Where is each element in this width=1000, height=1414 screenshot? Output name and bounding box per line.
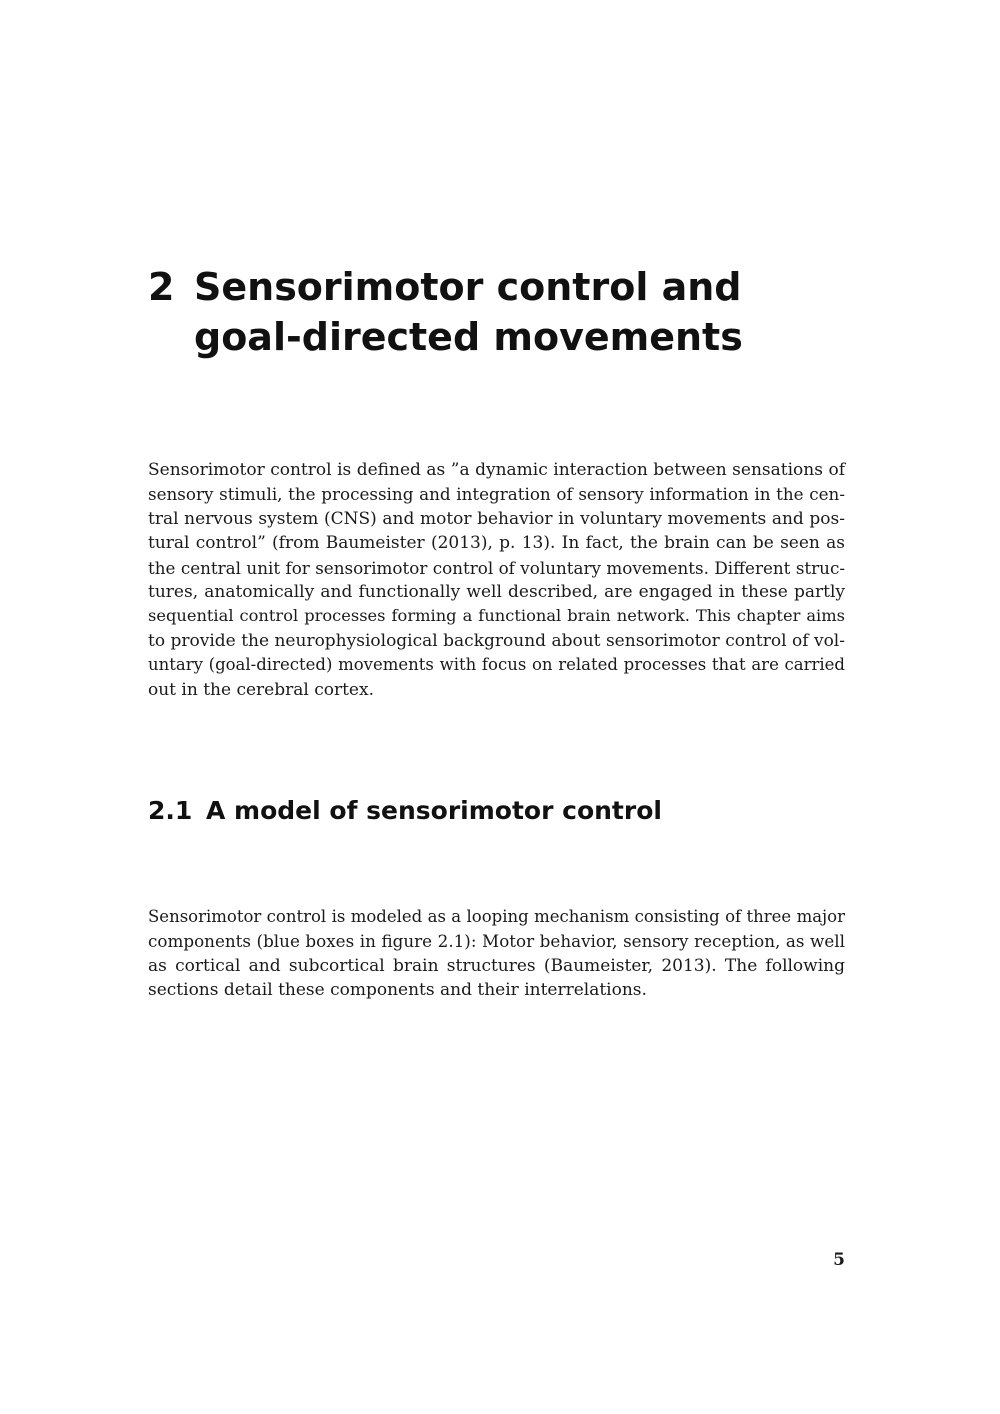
- page-number: 5: [833, 1250, 845, 1270]
- paragraph-line: sensory stimuli, the processing and integration of sensory information in the cen-: [148, 484, 845, 505]
- chapter-heading: [148, 262, 848, 362]
- paragraph-line: tures, anatomically and functionally well described, are engaged in these partly: [148, 582, 845, 603]
- paragraph-line: sequential control processes forming a functional brain network. This chapter aims: [148, 606, 845, 626]
- chapter-title: [194, 262, 848, 362]
- paragraph-line: components (blue boxes in figure 2.1): Motor behavior, sensory reception, as well: [148, 931, 845, 952]
- paragraph-line: tural control” (from Baumeister (2013), p. 13). In fact, the brain can be seen as: [148, 533, 845, 554]
- paragraph-line: as cortical and subcortical brain structures (Baumeister, 2013). The following: [148, 955, 845, 976]
- intro-paragraph: [148, 458, 845, 702]
- paragraph-line: tral nervous system (CNS) and motor behavior in voluntary movements and pos-: [148, 508, 845, 529]
- chapter-number: 2: [148, 265, 175, 309]
- section-heading: [148, 793, 848, 829]
- paragraph-line: Sensorimotor control is modeled as a looping mechanism consisting of three major: [148, 907, 845, 926]
- paragraph-line: Sensorimotor control is defined as ”a dynamic interaction between sensations of: [148, 460, 845, 480]
- chapter-title-line: Sensorimotor control and: [194, 265, 742, 309]
- section-title: A model of sensorimotor control: [206, 796, 662, 825]
- paragraph-line: the central unit for sensorimotor control of voluntary movements. Different struc-: [148, 557, 845, 578]
- paragraph-line: to provide the neurophysiological background about sensorimotor control of vol-: [148, 630, 845, 651]
- section-paragraph: [148, 905, 845, 1003]
- paragraph-line: untary (goal-directed) movements with focus on related processes that are carried: [148, 655, 845, 675]
- chapter-title-line: goal-directed movements: [194, 315, 743, 359]
- paragraph-line: sections detail these components and their interrelations.: [148, 980, 647, 1001]
- section-number: 2.1: [148, 796, 193, 825]
- paragraph-line: out in the cerebral cortex.: [148, 679, 374, 700]
